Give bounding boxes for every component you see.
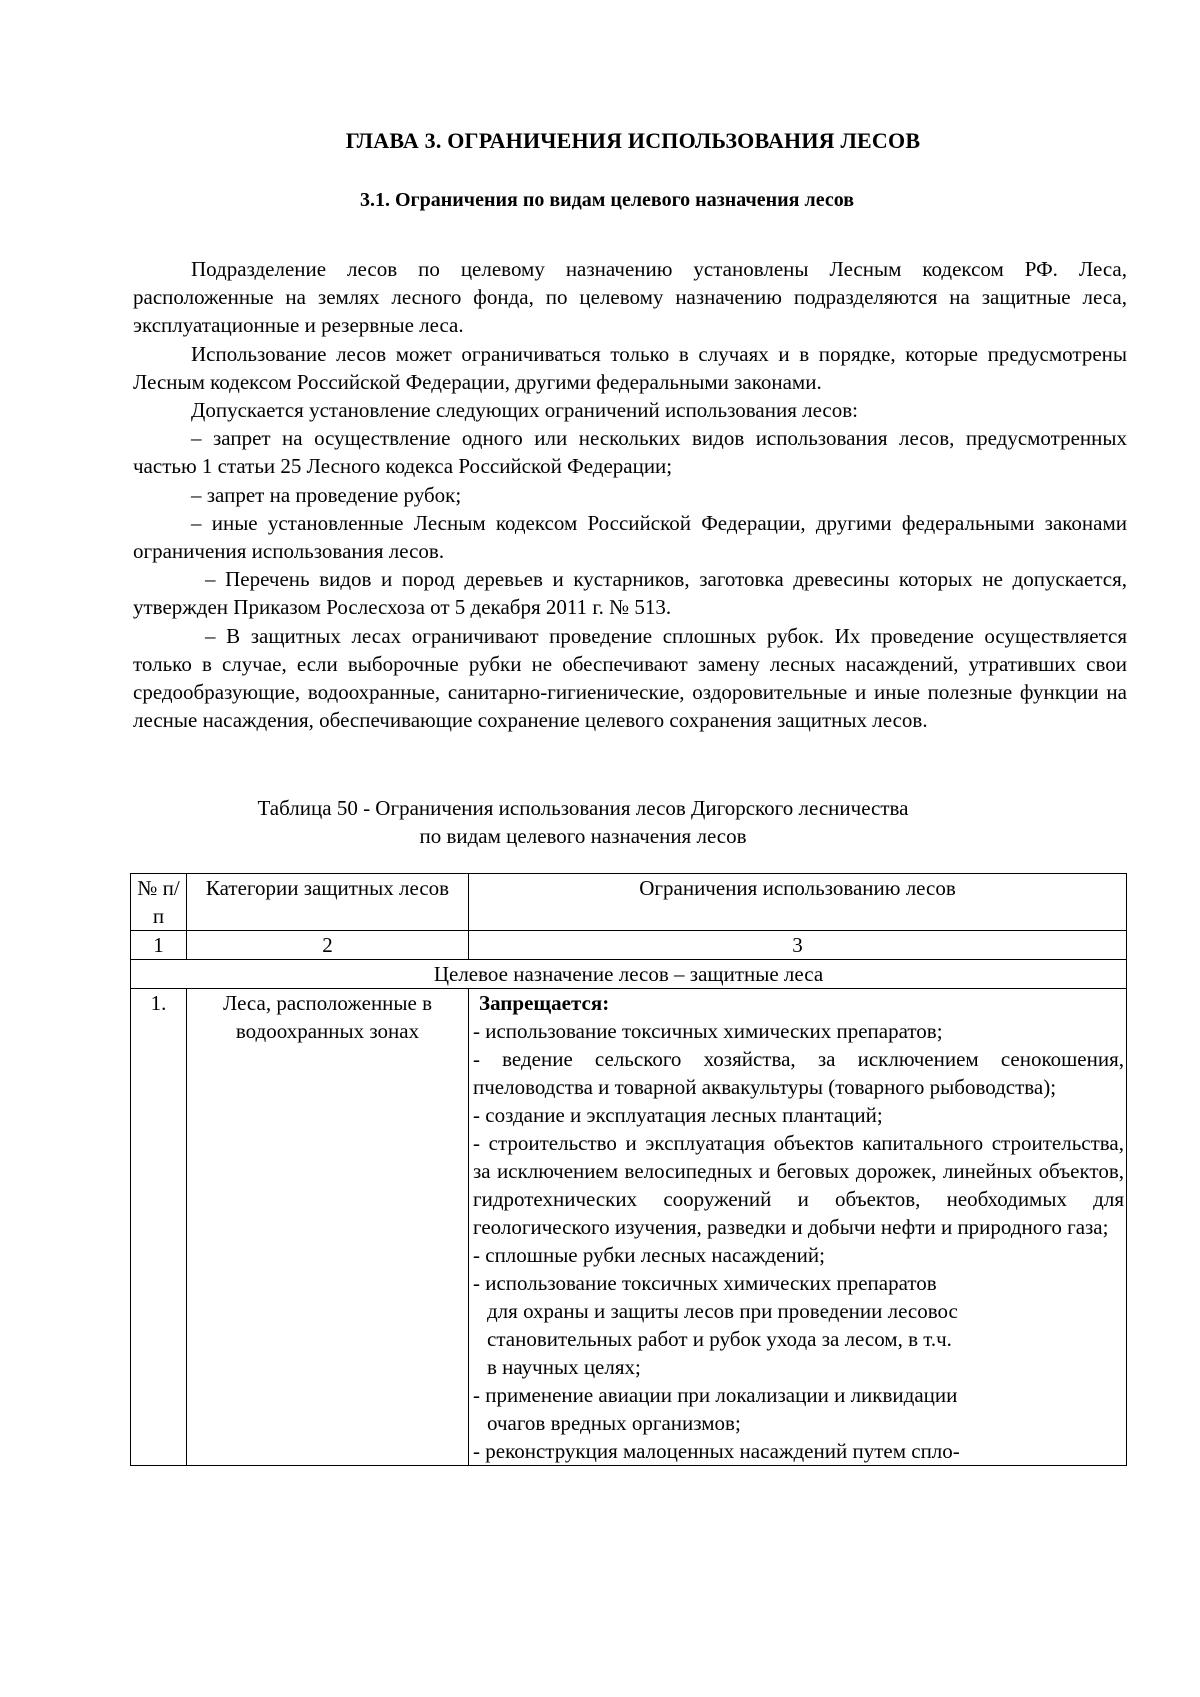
restriction-item-continuation: очагов вредных организмов;	[487, 1411, 741, 1435]
list-item: – Перечень видов и пород деревьев и кустарников, заготовка древесины которых не допускается, утвержден Приказом Рослесхоза от 5 декабря 2011 г. № 513.	[133, 567, 1127, 620]
list-item: – иные установленные Лесным кодексом Российской Федерации, другими федеральными законами ограничения использования лесов.	[133, 510, 1127, 564]
column-number: 3	[469, 931, 1127, 960]
body-text	[133, 255, 1127, 734]
restriction-item-continuation: становительных работ и рубок ухода за лесом, в т.ч.	[487, 1327, 952, 1351]
row-number: 1.	[131, 989, 187, 1466]
restrictions-table	[130, 873, 1127, 1466]
restriction-item: - применение авиации при локализации и ликвидации	[473, 1383, 958, 1407]
row-category: Леса, расположенные в водоохранных зонах	[187, 989, 469, 1466]
restriction-item: - строительство и эксплуатация объектов капитального строительства, за исключением велосипедных и беговых дорожек, линейных объектов, гидротехнических сооружений и объектов, необходимых для геологического изучения, разведки и добычи нефти и природного газа;	[473, 1131, 1124, 1239]
paragraph: Подразделение лесов по целевому назначению установлены Лесным кодексом РФ. Леса, расположенные на землях лесного фонда, по целевому назначению подразделяются на защитные леса, эксплуатационные и резервные леса.	[133, 257, 1127, 338]
restriction-item: - использование токсичных химических препаратов	[473, 1271, 937, 1295]
list-item: – запрет на осуществление одного или нескольких видов использования лесов, предусмотренных частью 1 статьи 25 Лесного кодекса Российской Федерации;	[133, 426, 1127, 479]
table-group-row	[131, 960, 1127, 989]
forbidden-label: Запрещается:	[479, 991, 610, 1015]
table-column-numbers-row	[131, 931, 1127, 960]
restriction-item: - создание и эксплуатация лесных плантаций;	[473, 1103, 883, 1127]
restriction-item-continuation: для охраны и защиты лесов при проведении лесовос	[487, 1299, 958, 1323]
section-title: 3.1. Ограничения по видам целевого назначения лесов	[360, 189, 854, 211]
header-cell-number: № п/п	[131, 874, 187, 931]
table-row	[131, 989, 1127, 1466]
group-cell: Целевое назначение лесов – защитные леса	[131, 960, 1127, 989]
row-restrictions	[469, 989, 1127, 1466]
restriction-item: - использование токсичных химических препаратов;	[473, 1019, 943, 1043]
column-number: 2	[187, 931, 469, 960]
table-caption-line: по видам целевого назначения лесов	[419, 824, 747, 848]
restriction-item-continuation: в научных целях;	[487, 1355, 641, 1379]
column-number: 1	[131, 931, 187, 960]
paragraph: Допускается установление следующих ограничений использования лесов:	[191, 398, 858, 423]
table-caption	[133, 794, 1033, 850]
header-cell-restrictions: Ограничения использованию лесов	[469, 874, 1127, 931]
chapter-title: ГЛАВА 3. ОГРАНИЧЕНИЯ ИСПОЛЬЗОВАНИЯ ЛЕСОВ	[345, 128, 921, 153]
table-header-row	[131, 874, 1127, 931]
restriction-item: - ведение сельского хозяйства, за исключением сенокошения, пчеловодства и товарной аквакультуры (товарного рыбоводства);	[473, 1047, 1124, 1099]
restriction-item: - реконструкция малоценных насаждений путем спло-	[473, 1439, 960, 1463]
list-item: – запрет на проведение рубок;	[191, 482, 462, 507]
restriction-item: - сплошные рубки лесных насаждений;	[473, 1243, 825, 1267]
paragraph: Использование лесов может ограничиваться только в случаях и в порядке, которые предусмотрены Лесным кодексом Российской Федерации, другими федеральными законами.	[133, 341, 1127, 394]
header-cell-category: Категории защитных лесов	[187, 874, 469, 931]
list-item: – В защитных лесах ограничивают проведение сплошных рубок. Их проведение осуществляется только в случае, если выборочные рубки не обеспечивают замену лесных насаждений, утративших свои средообразующие, водоохранные, санитарно-гигиенические, оздоровительные и иные полезные функции на лесные насаждения, обеспечивающие сохранение целевого сохранения защитных лесов.	[133, 623, 1127, 733]
table-caption-line: Таблица 50 - Ограничения использования лесов Дигорского лесничества	[257, 796, 909, 820]
